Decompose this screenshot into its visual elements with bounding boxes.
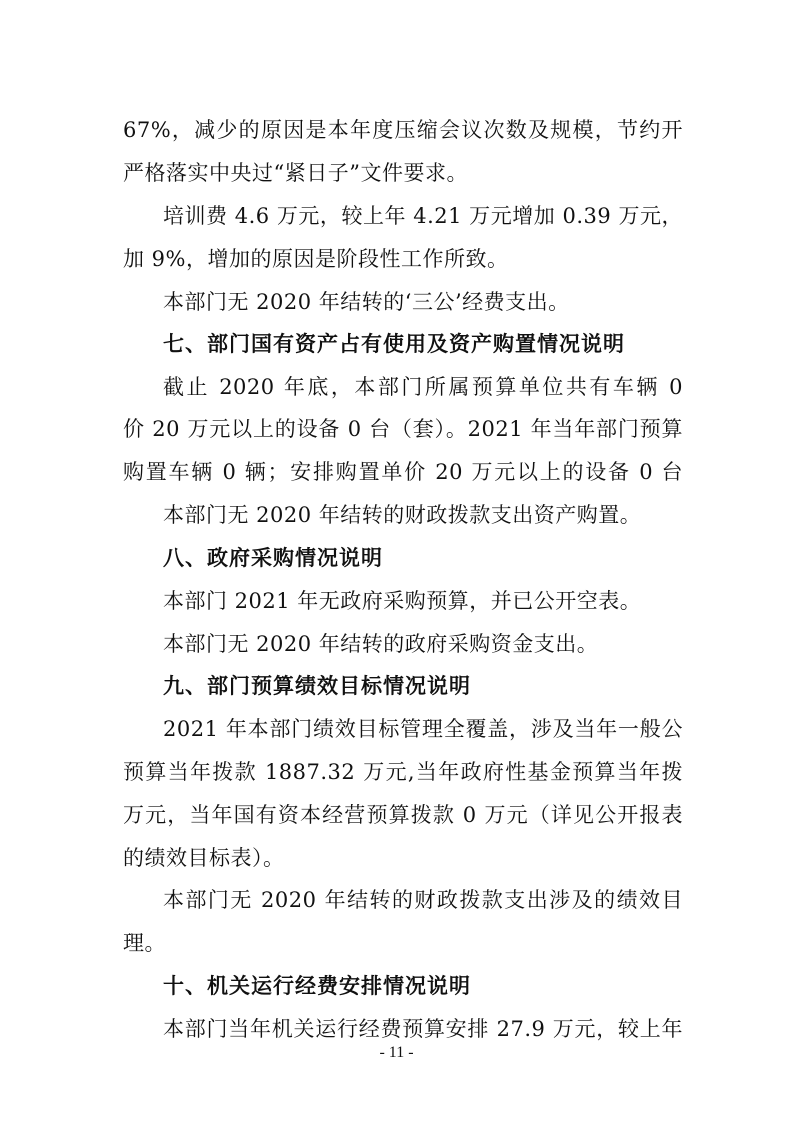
- paragraph-line: 2021 年本部门绩效目标管理全覆盖，涉及当年一般公: [163, 717, 683, 741]
- paragraph-line: 本部门当年机关运行经费预算安排 27.9 万元，较上年: [163, 1017, 683, 1041]
- paragraph-line: 本部门无 2020 年结转的财政拨款支出资产购置。: [163, 503, 642, 527]
- paragraph-line: 本部门无 2020 年结转的‘三公’经费支出。: [163, 290, 570, 314]
- paragraph-line: 理。: [123, 931, 166, 955]
- section-heading-10: 十、机关运行经费安排情况说明: [163, 974, 471, 998]
- section-heading-9: 九、部门预算绩效目标情况说明: [163, 674, 471, 698]
- paragraph-line: 本部门无 2020 年结转的财政拨款支出涉及的绩效目: [163, 888, 683, 912]
- paragraph-line: 的绩效目标表）。: [123, 846, 285, 870]
- page-number: - 11 -: [379, 1044, 414, 1061]
- paragraph-line: 预算当年拨款 1887.32 万元,当年政府性基金预算当年拨: [123, 760, 683, 784]
- paragraph-line: 67%，减少的原因是本年度压缩会议次数及规模，节约开: [123, 118, 683, 142]
- paragraph-line: 加 9%，增加的原因是阶段性工作所致。: [123, 247, 509, 271]
- section-heading-7: 七、部门国有资产占有使用及资产购置情况说明: [163, 332, 625, 356]
- paragraph-line: 严格落实中央过“紧日子”文件要求。: [123, 161, 468, 185]
- paragraph-line: 价 20 万元以上的设备 0 台（套）。2021 年当年部门预算: [123, 417, 683, 441]
- paragraph-line: 购置车辆 0 辆；安排购置单价 20 万元以上的设备 0 台: [123, 460, 683, 484]
- paragraph-line: 本部门 2021 年无政府采购预算，并已公开空表。: [163, 589, 642, 613]
- paragraph-line: 万元，当年国有资本经营预算拨款 0 万元（详见公开报表: [123, 803, 683, 827]
- paragraph-line: 培训费 4.6 万元，较上年 4.21 万元增加 0.39 万元，: [163, 204, 683, 228]
- section-heading-8: 八、政府采购情况说明: [163, 546, 383, 570]
- paragraph-line: 本部门无 2020 年结转的政府采购资金支出。: [163, 632, 599, 656]
- paragraph-line: 截止 2020 年底，本部门所属预算单位共有车辆 0: [163, 375, 683, 399]
